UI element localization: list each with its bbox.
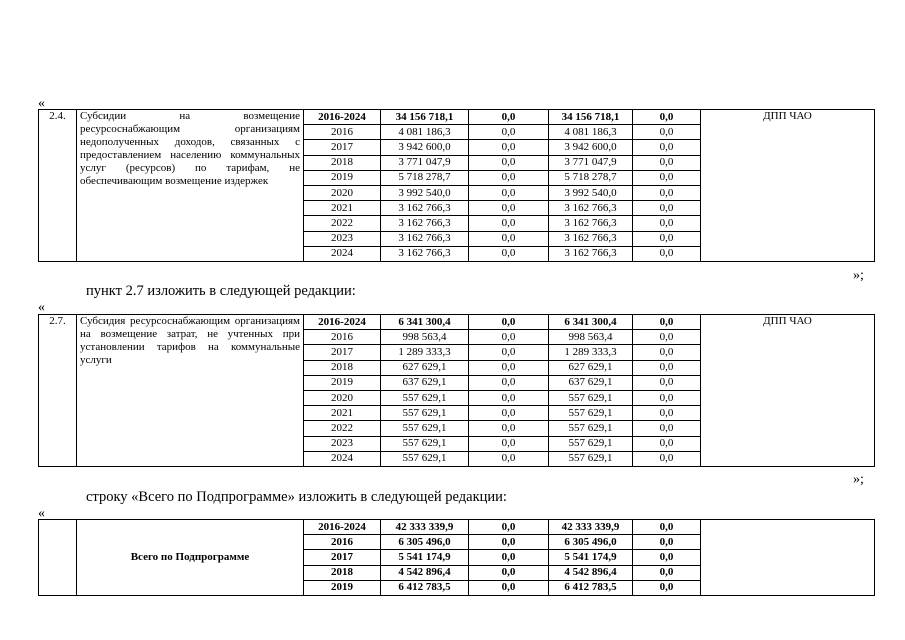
amount-cell: 0,0: [633, 565, 701, 580]
amount-cell: 3 162 766,3: [549, 201, 633, 216]
amount-cell: 0,0: [633, 170, 701, 185]
amount-cell: 3 162 766,3: [549, 231, 633, 246]
amount-cell: 0,0: [633, 330, 701, 345]
amount-cell: 0,0: [469, 550, 549, 565]
total-amount-cell: 637 629,1: [381, 375, 469, 390]
total-amount-cell: 4 081 186,3: [381, 125, 469, 140]
year-cell: 2020: [304, 390, 381, 405]
total-amount-cell: 557 629,1: [381, 436, 469, 451]
amount-cell: 0,0: [633, 110, 701, 125]
total-amount-cell: 3 162 766,3: [381, 201, 469, 216]
amount-cell: 0,0: [633, 231, 701, 246]
amount-cell: 0,0: [633, 315, 701, 330]
year-cell: 2023: [304, 436, 381, 451]
amount-cell: 0,0: [469, 360, 549, 375]
amount-cell: 3 162 766,3: [549, 246, 633, 261]
year-cell: 2019: [304, 580, 381, 595]
amount-cell: 0,0: [469, 421, 549, 436]
year-cell: 2020: [304, 185, 381, 200]
amount-cell: 0,0: [469, 201, 549, 216]
item-description: Субсидия ресурсоснабжающим организациям на возмещение затрат, не учтенных при установлении тарифов на коммунальные услуги: [77, 315, 304, 467]
amount-cell: 0,0: [469, 390, 549, 405]
amount-cell: 0,0: [633, 520, 701, 535]
open-quote-3: «: [38, 506, 45, 521]
year-cell: 2021: [304, 201, 381, 216]
amount-cell: 0,0: [469, 246, 549, 261]
year-cell: 2022: [304, 216, 381, 231]
total-amount-cell: 6 412 783,5: [381, 580, 469, 595]
amount-cell: 0,0: [469, 520, 549, 535]
amount-cell: 0,0: [633, 360, 701, 375]
table-total-subprogram: [38, 519, 875, 596]
year-cell: 2016-2024: [304, 110, 381, 125]
amount-cell: 0,0: [633, 580, 701, 595]
total-amount-cell: 4 542 896,4: [381, 565, 469, 580]
amount-cell: 5 718 278,7: [549, 170, 633, 185]
amount-cell: 34 156 718,1: [549, 110, 633, 125]
amount-cell: 557 629,1: [549, 421, 633, 436]
table-row: [39, 520, 875, 535]
total-amount-cell: 5 541 174,9: [381, 550, 469, 565]
amount-cell: 3 942 600,0: [549, 140, 633, 155]
amount-cell: 0,0: [469, 345, 549, 360]
amount-cell: 0,0: [469, 565, 549, 580]
total-label: Всего по Подпрограмме: [77, 520, 304, 596]
amount-cell: 0,0: [633, 550, 701, 565]
amount-cell: 0,0: [469, 580, 549, 595]
amount-cell: 0,0: [633, 246, 701, 261]
amount-cell: 0,0: [633, 375, 701, 390]
amount-cell: 627 629,1: [549, 360, 633, 375]
year-cell: 2019: [304, 170, 381, 185]
amount-cell: 0,0: [633, 185, 701, 200]
total-amount-cell: 34 156 718,1: [381, 110, 469, 125]
amount-cell: 3 162 766,3: [549, 216, 633, 231]
amount-cell: 557 629,1: [549, 436, 633, 451]
open-quote-1: «: [38, 96, 45, 111]
amount-cell: 0,0: [633, 125, 701, 140]
amount-cell: 637 629,1: [549, 375, 633, 390]
table-row: [39, 110, 875, 125]
table-section-2-7: [38, 314, 875, 467]
amount-cell: 0,0: [469, 231, 549, 246]
amount-cell: 3 771 047,9: [549, 155, 633, 170]
amount-cell: 4 081 186,3: [549, 125, 633, 140]
amount-cell: 6 412 783,5: [549, 580, 633, 595]
amount-cell: 0,0: [633, 535, 701, 550]
amount-cell: 0,0: [469, 315, 549, 330]
amount-cell: 0,0: [633, 155, 701, 170]
total-amount-cell: 6 305 496,0: [381, 535, 469, 550]
amount-cell: 42 333 339,9: [549, 520, 633, 535]
amount-cell: 0,0: [469, 170, 549, 185]
amount-cell: 557 629,1: [549, 390, 633, 405]
total-amount-cell: 3 162 766,3: [381, 246, 469, 261]
item-description: Субсидии на возмещение ресурсоснабжающим организациям недополученных доходов, связанных с предоставлением населению коммунальных услуг (ресурсов) по тарифам, не обеспечивающим возмещение издержек: [77, 110, 304, 262]
total-amount-cell: 42 333 339,9: [381, 520, 469, 535]
year-cell: 2022: [304, 421, 381, 436]
year-cell: 2016-2024: [304, 315, 381, 330]
amount-cell: 4 542 896,4: [549, 565, 633, 580]
total-amount-cell: 6 341 300,4: [381, 315, 469, 330]
year-cell: 2024: [304, 451, 381, 466]
total-amount-cell: 3 771 047,9: [381, 155, 469, 170]
amount-cell: 0,0: [469, 110, 549, 125]
amount-cell: 0,0: [633, 436, 701, 451]
amount-cell: 0,0: [633, 406, 701, 421]
paragraph-total-instruction: строку «Всего по Подпрограмме» изложить в следующей редакции:: [86, 489, 507, 505]
amount-cell: 5 541 174,9: [549, 550, 633, 565]
open-quote-2: «: [38, 300, 45, 315]
year-cell: 2016-2024: [304, 520, 381, 535]
year-cell: 2017: [304, 550, 381, 565]
year-cell: 2024: [304, 246, 381, 261]
total-amount-cell: 627 629,1: [381, 360, 469, 375]
year-cell: 2018: [304, 155, 381, 170]
total-amount-cell: 3 942 600,0: [381, 140, 469, 155]
total-amount-cell: 3 162 766,3: [381, 231, 469, 246]
total-amount-cell: 3 162 766,3: [381, 216, 469, 231]
item-code: 2.4.: [39, 110, 77, 262]
item-code: 2.7.: [39, 315, 77, 467]
amount-cell: 0,0: [633, 345, 701, 360]
amount-cell: 0,0: [469, 436, 549, 451]
year-cell: 2018: [304, 565, 381, 580]
total-amount-cell: 557 629,1: [381, 406, 469, 421]
amount-cell: 0,0: [633, 451, 701, 466]
year-cell: 2018: [304, 360, 381, 375]
year-cell: 2017: [304, 140, 381, 155]
amount-cell: 0,0: [469, 451, 549, 466]
amount-cell: 0,0: [469, 535, 549, 550]
total-amount-cell: 3 992 540,0: [381, 185, 469, 200]
year-cell: 2016: [304, 330, 381, 345]
year-cell: 2017: [304, 345, 381, 360]
empty-responsible-cell: [701, 520, 875, 596]
amount-cell: 0,0: [633, 201, 701, 216]
total-amount-cell: 1 289 333,3: [381, 345, 469, 360]
year-cell: 2023: [304, 231, 381, 246]
amount-cell: 0,0: [633, 421, 701, 436]
amount-cell: 6 341 300,4: [549, 315, 633, 330]
amount-cell: 0,0: [469, 330, 549, 345]
year-cell: 2016: [304, 125, 381, 140]
total-amount-cell: 998 563,4: [381, 330, 469, 345]
amount-cell: 6 305 496,0: [549, 535, 633, 550]
responsible-cell: ДПП ЧАО: [701, 315, 875, 467]
amount-cell: 0,0: [633, 390, 701, 405]
close-quote-1: »;: [853, 268, 864, 283]
total-amount-cell: 5 718 278,7: [381, 170, 469, 185]
amount-cell: 0,0: [469, 216, 549, 231]
total-amount-cell: 557 629,1: [381, 390, 469, 405]
responsible-cell: ДПП ЧАО: [701, 110, 875, 262]
empty-code-cell: [39, 520, 77, 596]
amount-cell: 557 629,1: [549, 406, 633, 421]
amount-cell: 0,0: [633, 216, 701, 231]
close-quote-2: »;: [853, 472, 864, 487]
amount-cell: 0,0: [469, 185, 549, 200]
year-cell: 2019: [304, 375, 381, 390]
amount-cell: 998 563,4: [549, 330, 633, 345]
year-cell: 2016: [304, 535, 381, 550]
amount-cell: 0,0: [469, 406, 549, 421]
amount-cell: 0,0: [469, 140, 549, 155]
table-section-2-4: [38, 109, 875, 262]
amount-cell: 1 289 333,3: [549, 345, 633, 360]
amount-cell: 557 629,1: [549, 451, 633, 466]
table-row: [39, 315, 875, 330]
amount-cell: 0,0: [469, 155, 549, 170]
total-amount-cell: 557 629,1: [381, 421, 469, 436]
total-amount-cell: 557 629,1: [381, 451, 469, 466]
paragraph-2-7-instruction: пункт 2.7 изложить в следующей редакции:: [86, 283, 356, 299]
amount-cell: 0,0: [469, 375, 549, 390]
amount-cell: 0,0: [469, 125, 549, 140]
amount-cell: 0,0: [633, 140, 701, 155]
amount-cell: 3 992 540,0: [549, 185, 633, 200]
year-cell: 2021: [304, 406, 381, 421]
